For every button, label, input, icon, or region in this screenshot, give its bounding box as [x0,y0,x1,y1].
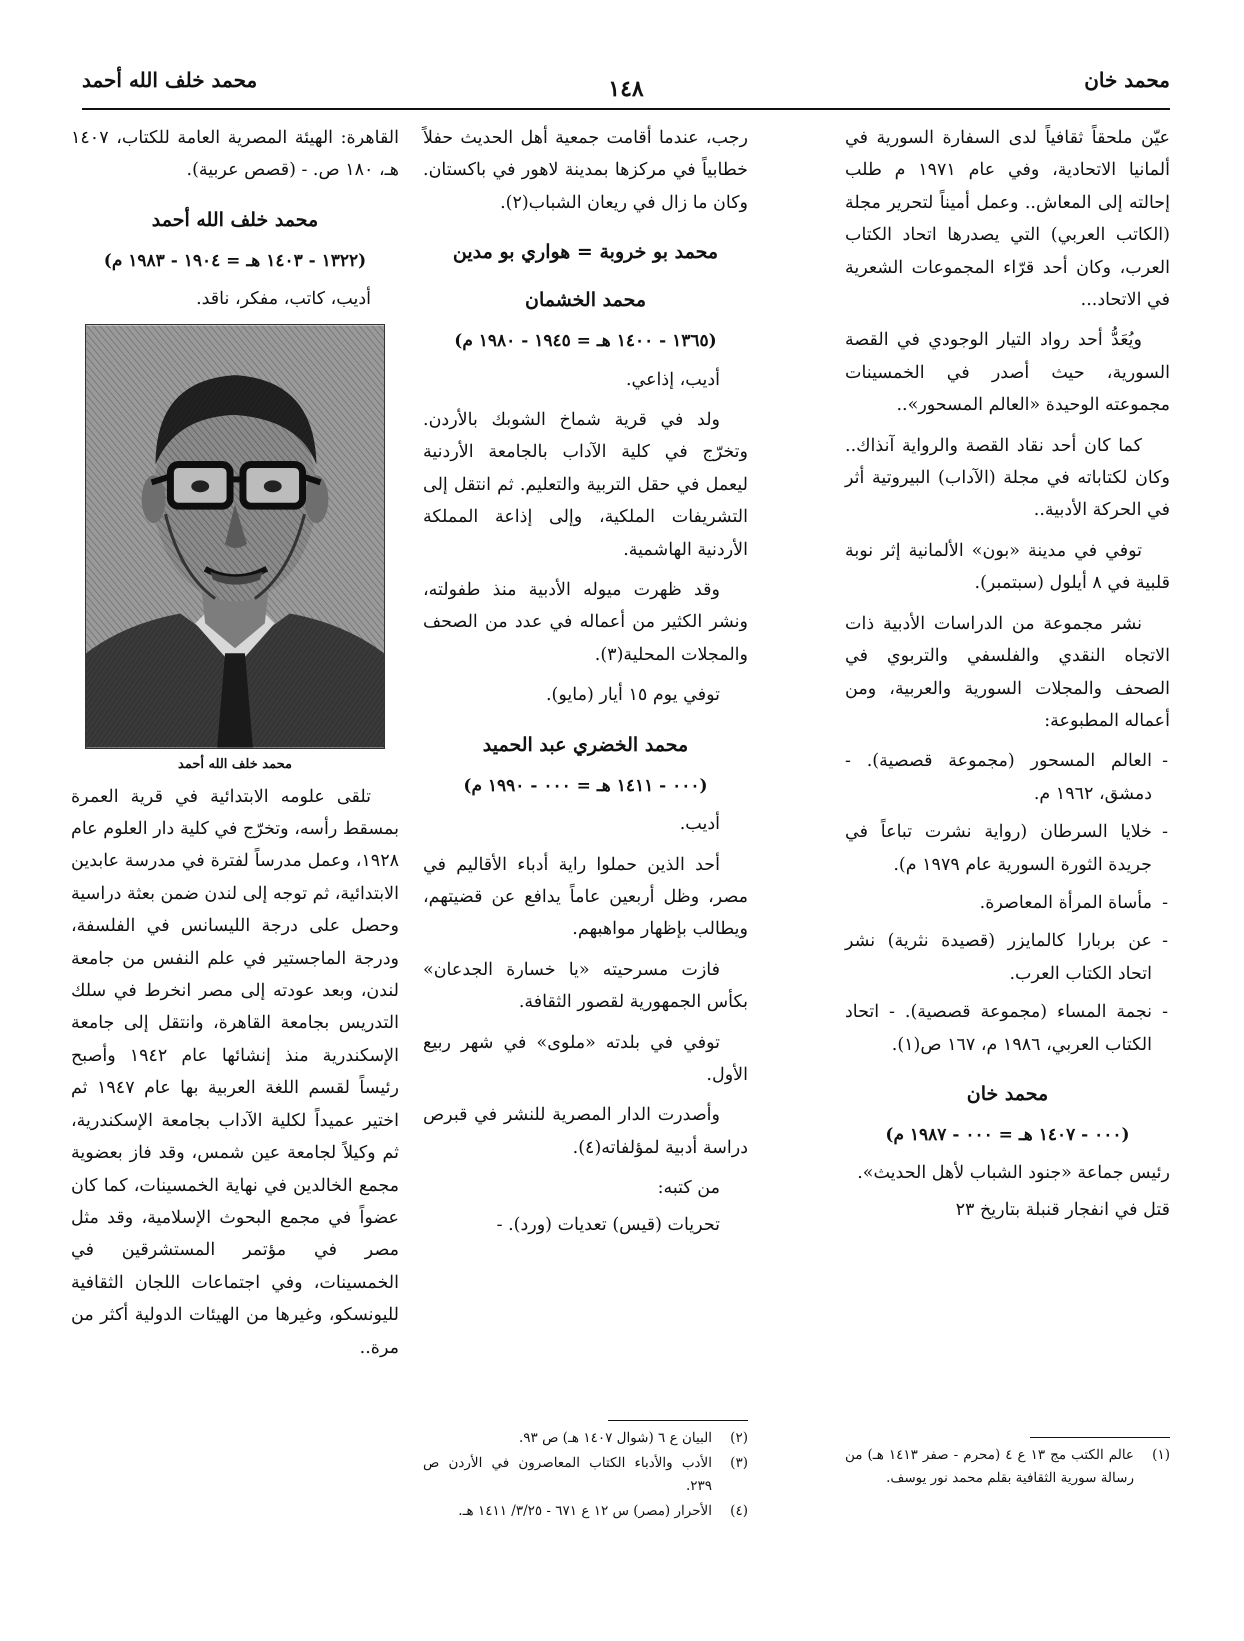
paragraph: كما كان أحد نقاد القصة والرواية آنذاك.. وكان لكتاباته في مجلة (الآداب) البيروتية أثر في الحركة الأدبية.. [845,435,1170,521]
footnote-text: البيان ع ٦ (شوال ١٤٠٧ هـ) ص ٩٣. [518,1430,712,1446]
footnote-rule [1030,1437,1170,1438]
works-list [845,745,1170,1061]
footnote-number: (٣) [730,1455,748,1471]
entry-subtitle: أديب، كاتب، مفكر، ناقد. [196,289,371,310]
paragraph: أحد الذين حملوا راية أدباء الأقاليم في مصر، وظل أربعين عاماً يدافع عن قضيتهم، ويطالب بإظهار مواهبهم. [423,854,748,940]
entry-title: محمد الخشمان [524,289,647,312]
paragraph: رجب، عندما أقامت جمعية أهل الحديث حفلاً خطابياً في مركزها بمدينة لاهور في باكستان. وكان ما زال في ريعان الشباب(٢). [423,128,748,213]
entry-title: محمد خلف الله أحمد [151,208,319,231]
middle-column [423,122,748,1245]
entry-dates: (٠٠٠ - ١٤٠٧ هـ = ٠٠٠ - ١٩٨٧ م) [885,1124,1130,1145]
footnotes-middle [423,1420,748,1525]
paragraph: ولد في قرية شماخ الشوبك بالأردن. وتخرّج في كلية الآداب بالجامعة الأردنية ليعمل في حقل التربية والتعليم. ثم انتقل إلى التشريفات الملكية، وإلى إذاعة المملكة الأردنية الهاشمية. [423,410,748,560]
entry-title: محمد خان [966,1082,1049,1105]
right-column [845,122,1170,1230]
cross-reference-title: محمد بو خروبة = هواري بو مدين [452,241,719,264]
paragraph: تلقى علومه الابتدائية في قرية العمرة بمسقط رأسه، وتخرّج في كلية دار العلوم عام ١٩٢٨، وعمل مدرساً لفترة في مدرسة عابدين الابتدائية، ثم توجه إلى لندن ضمن بعثة دراسية وحصل على درجة الليسانس في الفلسفة، ودرجة الماجستير في علم النفس من جامعة لندن، وبعد عودته إلى مصر انخرط في سلك التدريس بجامعة القاهرة، وانتقل إلى جامعة الإسكندرية منذ إنشائها عام ١٩٤٢ وأصبح رئيساً لقسم اللغة العربية بها عام ١٩٤٧ ثم اختير عميداً لكلية الآداب بجامعة الإسكندرية، ثم وكيلاً لجامعة عين شمس، وقد فاز بعضوية مجمع الخالدين في نهاية الخمسينات، كما كان عضواً في مجمع البحوث الإسلامية، وقد مثل مصر في مؤتمر المستشرقين في الخمسينات، وفي اجتماعات اللجان الثقافية لليونسكو، وغيرها من الهيئات الدولية أكثر من مرة.. [71,786,399,1358]
footnote-number: (٢) [730,1430,748,1446]
paragraph: من كتبه: [657,1178,720,1199]
paragraph: قتل في انفجار قنبلة بتاريخ ٢٣ [955,1199,1170,1220]
entry-dates: (١٣٢٢ - ١٤٠٣ هـ = ١٩٠٤ - ١٩٨٣ م) [103,250,367,271]
list-item: - نجمة المساء (مجموعة قصصية). - اتحاد الكتاب العربي، ١٩٨٦ م، ١٦٧ ص(١). [845,996,1170,1061]
footnote [423,1500,748,1523]
footnote [423,1452,748,1498]
list-item: - العالم المسحور (مجموعة قصصية). - دمشق، ١٩٦٢ م. [845,745,1170,810]
footnote [845,1444,1170,1490]
running-head-left: محمد خلف الله أحمد [82,68,258,92]
footnote [423,1427,748,1450]
footnote-rule [608,1420,748,1421]
portrait-figure [85,324,385,775]
paragraph: نشر مجموعة من الدراسات الأدبية ذات الاتجاه النقدي والفلسفي والتربوي في الصحف والمجلات السورية والعربية، ومن أعماله المطبوعة: [845,613,1170,731]
footnote-number: (٤) [730,1503,748,1519]
entry-subtitle: أديب. [679,814,720,835]
entry-dates: (٠٠٠ - ١٤١١ هـ = ٠٠٠ - ١٩٩٠ م) [463,775,708,796]
footnotes-right [845,1437,1170,1492]
footnote-number: (١) [1152,1447,1170,1463]
running-head-right: محمد خان [1084,68,1170,92]
paragraph: توفي يوم ١٥ أيار (مايو). [545,685,720,706]
paragraph: وقد ظهرت ميوله الأدبية منذ طفولته، ونشر الكثير من أعماله في عدد من الصحف والمجلات المحلية(٣). [423,580,748,665]
paragraph: ويُعَدُّ أحد رواد التيار الوجودي في القصة السورية، حيث أصدر في الخمسينات مجموعته الوحيدة «العالم المسحور».. [845,330,1170,416]
footnote-text: الأحرار (مصر) س ١٢ ع ٦٧١ - ٣/٢٥/ ١٤١١ هـ. [458,1503,712,1519]
entry-title: محمد الخضري عبد الحميد [482,733,689,756]
footnote-text: الأدب والأدباء الكتاب المعاصرون في الأردن ص ٢٣٩. [423,1455,712,1494]
page-header [82,62,1170,110]
paragraph: القاهرة: الهيئة المصرية العامة للكتاب، ١٤٠٧ هـ، ١٨٠ ص. - (قصص عربية). [71,128,399,181]
page-number: ١٤٨ [608,76,644,102]
list-item: - خلايا السرطان (رواية نشرت تباعاً في جريدة الثورة السورية عام ١٩٧٩ م). [845,816,1170,881]
portrait-caption: محمد خلف الله أحمد [178,756,292,772]
list-item: - عن بربارا كالمايزر (قصيدة نثرية) نشر اتحاد الكتاب العرب. [845,925,1170,990]
paragraph: توفي في مدينة «بون» الألمانية إثر نوبة قلبية في ٨ أيلول (سبتمبر). [845,540,1170,594]
paragraph: تحريات (قيس) تعديات (ورد). - [496,1214,720,1235]
paragraph: عيّن ملحقاً ثقافياً لدى السفارة السورية في ألمانيا الاتحادية، وفي عام ١٩٧١ م طلب إحالته إلى المعاش.. وعمل أميناً لتحرير مجلة (الكاتب العربي) التي يصدرها اتحاد الكتاب العرب، وكان أحد قرّاء المجموعات الشعرية في الاتحاد... [845,128,1170,311]
list-item: - مأساة المرأة المعاصرة. [845,887,1170,919]
entry-dates: (١٣٦٥ - ١٤٠٠ هـ = ١٩٤٥ - ١٩٨٠ م) [454,331,717,352]
paragraph: وأصدرت الدار المصرية للنشر في قبرص دراسة أدبية لمؤلفاته(٤). [423,1105,748,1158]
left-column [71,122,399,1372]
entry-subtitle: أديب، إذاعي. [625,369,720,390]
portrait-sketch-image [85,324,385,749]
paragraph: فازت مسرحيته «يا خسارة الجدعان» بكأس الجمهورية لقصور الثقافة. [423,959,748,1013]
footnote-text: عالم الكتب مج ١٣ ع ٤ (محرم - صفر ١٤١٣ هـ) من رسالة سورية الثقافية بقلم محمد نور يوسف. [845,1447,1134,1486]
paragraph: توفي في بلدته «ملوى» في شهر ربيع الأول. [423,1032,748,1085]
paragraph: رئيس جماعة «جنود الشباب لأهل الحديث». [857,1163,1170,1184]
